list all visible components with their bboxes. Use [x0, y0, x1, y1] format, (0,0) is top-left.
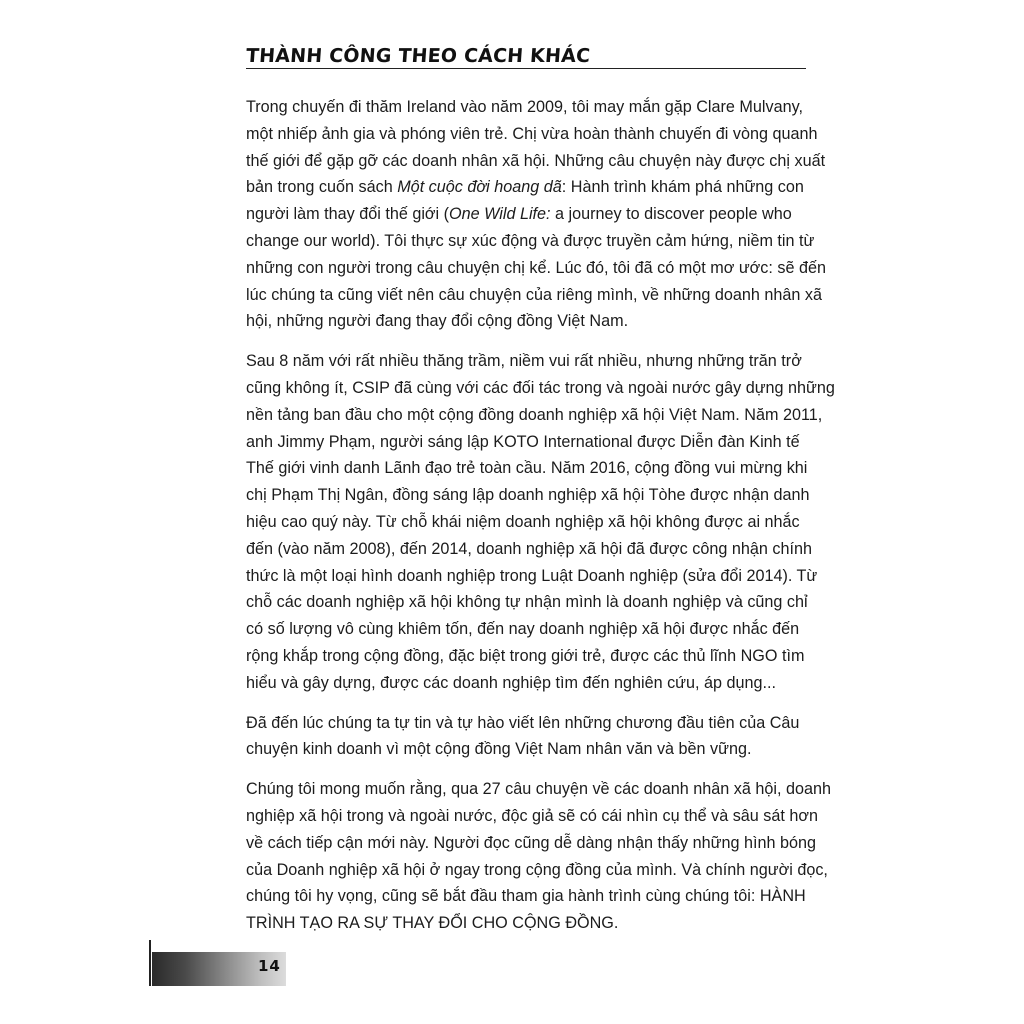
text-line: hội, những người đang thay đổi cộng đồng Việt Nam.: [246, 312, 629, 331]
text-line: một nhiếp ảnh gia và phóng viên trẻ. Chị vừa hoàn thành chuyến đi vòng quanh: [246, 124, 818, 143]
text-line: Trong chuyến đi thăm Ireland vào năm 2009, tôi may mắn gặp Clare Mulvany,: [246, 98, 803, 116]
text-line: Sau 8 năm với rất nhiều thăng trầm, niềm vui rất nhiều, nhưng những trăn trở: [246, 352, 802, 371]
text-line: cũng không ít, CSIP đã cùng với các đối tác trong và ngoài nước gây dựng những: [246, 378, 835, 397]
body-text: [246, 94, 835, 950]
text-line: rộng khắp trong cộng đồng, đặc biệt trong giới trẻ, được các thủ lĩnh NGO tìm: [246, 646, 805, 665]
book-title-english: One Wild Life:: [449, 205, 551, 224]
text-line: change our world). Tôi thực sự xúc động và được truyền cảm hứng, niềm tin từ: [246, 231, 815, 250]
paragraph-1: [246, 94, 826, 335]
paragraph-3: [246, 710, 816, 764]
text-line: Đã đến lúc chúng ta tự tin và tự hào viết lên những chương đầu tiên của Câu: [246, 713, 800, 732]
footer-edge-mark: [149, 940, 151, 986]
text-segment: : Hành trình khám phá những con: [561, 178, 804, 197]
text-line: chúng tôi hy vọng, cũng sẽ bắt đầu tham gia hành trình cùng chúng tôi: HÀNH: [246, 887, 806, 906]
book-title-vietnamese: Một cuộc đời hoang dã: [397, 178, 562, 197]
text-line: lúc chúng ta cũng viết nên câu chuyện của riêng mình, về những doanh nhân xã: [246, 285, 822, 304]
text-line: nền tảng ban đầu cho một cộng đồng doanh nghiệp xã hội Việt Nam. Năm 2011,: [246, 405, 823, 424]
running-title: THÀNH CÔNG THEO CÁCH KHÁC: [245, 45, 591, 67]
text-segment: a journey to discover people who: [550, 205, 792, 224]
text-line: hiểu và gây dựng, được các doanh nghiệp tìm đến nghiên cứu, áp dụng...: [246, 673, 777, 692]
text-line: [246, 201, 816, 228]
text-line: những con người trong câu chuyện chị kể. Lúc đó, tôi đã có một mơ ước: sẽ đến: [246, 258, 826, 277]
text-line: anh Jimmy Phạm, người sáng lập KOTO International được Diễn đàn Kinh tế: [246, 432, 800, 451]
text-line: Thế giới vinh danh Lãnh đạo trẻ toàn cầu. Năm 2016, cộng đồng vui mừng khi: [246, 459, 808, 478]
text-line: [246, 174, 816, 201]
text-line: chuyện kinh doanh vì một cộng đồng Việt Nam nhân văn và bền vững.: [246, 740, 752, 759]
text-line: của Doanh nghiệp xã hội ở ngay trong cộng đồng của mình. Và chính người đọc,: [246, 860, 828, 879]
text-line: chị Phạm Thị Ngân, đồng sáng lập doanh nghiệp xã hội Tòhe được nhận danh: [246, 486, 810, 505]
text-line: TRÌNH TẠO RA SỰ THAY ĐỔI CHO CỘNG ĐỒNG.: [246, 914, 619, 933]
text-line: nghiệp xã hội trong và ngoài nước, độc giả sẽ có cái nhìn cụ thể và sâu sát hơn: [246, 806, 819, 825]
text-line: chỗ các doanh nghiệp xã hội không tự nhận mình là doanh nghiệp và cũng chỉ: [246, 593, 808, 612]
text-line: về cách tiếp cận mới này. Người đọc cũng dễ dàng nhận thấy những hình bóng: [246, 833, 816, 852]
text-line: đến (vào năm 2008), đến 2014, doanh nghiệp xã hội đã được công nhận chính: [246, 539, 812, 558]
text-line: thức là một loại hình doanh nghiệp trong Luật Doanh nghiệp (sửa đổi 2014). Từ: [246, 566, 818, 585]
text-segment: bản trong cuốn sách: [246, 178, 398, 197]
paragraph-2: [246, 348, 835, 696]
text-line: thế giới để gặp gỡ các doanh nhân xã hội. Những câu chuyện này được chị xuất: [246, 151, 826, 170]
page-number: 14: [258, 957, 281, 975]
page-header: [246, 44, 806, 69]
text-line: có số lượng vô cùng khiêm tốn, đến nay doanh nghiệp xã hội được nhắc đến: [246, 620, 800, 639]
text-line: hiệu cao quý này. Từ chỗ khái niệm doanh nghiệp xã hội không được ai nhắc: [246, 512, 800, 531]
paragraph-4: [246, 776, 831, 937]
text-line: Chúng tôi mong muốn rằng, qua 27 câu chuyện về các doanh nhân xã hội, doanh: [246, 780, 831, 799]
text-segment: người làm thay đổi thế giới (: [246, 205, 450, 224]
